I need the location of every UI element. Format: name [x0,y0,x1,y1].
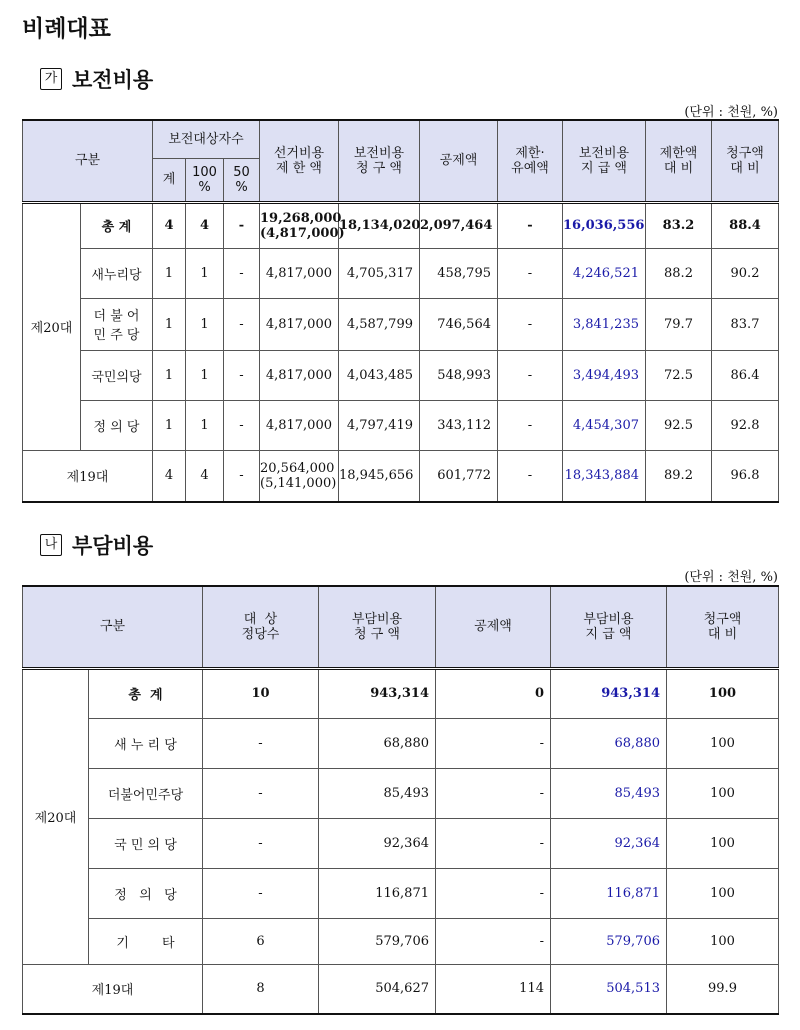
limit-amount: 4,817,000 [260,400,339,450]
target-50pct: - [224,450,260,502]
party-name: 정 의 당 [89,868,203,918]
header-limit-ratio: 제한액 대 비 [646,120,712,202]
limit-amount: 20,564,000 (5,141,000) [260,450,339,502]
claim-amount: 116,871 [319,868,436,918]
claim-ratio: 96.8 [712,450,779,502]
section-heading-burden [40,530,153,560]
claim-ratio: 99.9 [667,964,779,1014]
party-count: - [203,768,319,818]
party-name: 기 타 [89,918,203,964]
reserve-amount: - [498,450,563,502]
header-target-count: 보전대상자수 [153,120,260,158]
table-row [23,818,779,868]
header-paid: 부담비용 지 급 액 [551,586,667,668]
paid-amount: 16,036,556 [563,202,646,248]
paid-amount: 3,841,235 [563,298,646,350]
header-deduction: 공제액 [436,586,551,668]
header-ratio: 청구액 대 비 [667,586,779,668]
reserve-amount: - [498,298,563,350]
deduction-amount: - [436,868,551,918]
reimbursement-table [22,119,779,503]
paid-amount: 4,454,307 [563,400,646,450]
section-marker-na: 나 [40,534,62,556]
paid-amount: 92,364 [551,818,667,868]
party-name: 더불어민주당 [89,768,203,818]
deduction-amount: - [436,718,551,768]
table-row [23,964,779,1014]
header-group: 구분 [23,120,153,202]
header-claim-ratio: 청구액 대 비 [712,120,779,202]
party-count: - [203,818,319,868]
deduction-amount: - [436,818,551,868]
claim-ratio: 100 [667,868,779,918]
claim-ratio: 100 [667,668,779,718]
target-total: 1 [153,298,186,350]
claim-amount: 92,364 [319,818,436,868]
page-title: 비례대표 [22,16,111,42]
unit-note: (단위 : 천원, %) [684,570,778,585]
header-deduction: 공제액 [420,120,498,202]
party-name: 새 누 리 당 [89,718,203,768]
party-name: 국 민 의 당 [89,818,203,868]
header-reserve: 제한· 유예액 [498,120,563,202]
paid-amount: 85,493 [551,768,667,818]
party-count: - [203,718,319,768]
deduction-amount: 114 [436,964,551,1014]
limit-ratio: 88.2 [646,248,712,298]
paid-amount: 68,880 [551,718,667,768]
party-count: 8 [203,964,319,1014]
header-total: 계 [153,158,186,202]
header-100pct: 100 % [186,158,224,202]
claim-amount: 4,705,317 [339,248,420,298]
limit-amount: 4,817,000 [260,248,339,298]
header-claim: 보전비용 청 구 액 [339,120,420,202]
claim-amount: 18,945,656 [339,450,420,502]
section-heading-reimbursement [40,64,153,94]
party-name: 더 불 어 민 주 당 [81,298,153,350]
header-50pct: 50 % [224,158,260,202]
table-row [23,668,779,718]
table-row [23,450,779,502]
party-count: 6 [203,918,319,964]
claim-ratio: 90.2 [712,248,779,298]
paid-amount: 943,314 [551,668,667,718]
section-title: 부담비용 [72,534,154,558]
reserve-amount: - [498,350,563,400]
reserve-amount: - [498,248,563,298]
target-50pct: - [224,298,260,350]
limit-ratio: 79.7 [646,298,712,350]
paid-amount: 3,494,493 [563,350,646,400]
deduction-amount: 2,097,464 [420,202,498,248]
limit-amount: 19,268,000 (4,817,000) [260,202,339,248]
claim-ratio: 100 [667,718,779,768]
burden-table [22,585,779,1015]
header-claim: 부담비용 청 구 액 [319,586,436,668]
claim-ratio: 100 [667,818,779,868]
row-group-label: 제19대 [23,964,203,1014]
table-row [23,400,779,450]
header-parties: 대 상 정당수 [203,586,319,668]
deduction-amount: 343,112 [420,400,498,450]
party-name: 총 계 [89,668,203,718]
table-row [23,350,779,400]
target-100pct: 4 [186,202,224,248]
claim-amount: 18,134,020 [339,202,420,248]
target-100pct: 1 [186,298,224,350]
claim-amount: 579,706 [319,918,436,964]
target-total: 1 [153,248,186,298]
deduction-amount: 601,772 [420,450,498,502]
deduction-amount: 746,564 [420,298,498,350]
limit-ratio: 92.5 [646,400,712,450]
target-total: 1 [153,400,186,450]
header-group: 구분 [23,586,203,668]
table-row [23,768,779,818]
limit-amount: 4,817,000 [260,298,339,350]
table-row [23,202,779,248]
claim-ratio: 86.4 [712,350,779,400]
target-total: 4 [153,450,186,502]
reserve-amount: - [498,202,563,248]
claim-ratio: 92.8 [712,400,779,450]
row-group-label: 제20대 [23,668,89,964]
target-50pct: - [224,248,260,298]
limit-ratio: 83.2 [646,202,712,248]
limit-ratio: 89.2 [646,450,712,502]
claim-ratio: 88.4 [712,202,779,248]
claim-amount: 4,043,485 [339,350,420,400]
target-50pct: - [224,400,260,450]
party-name: 새누리당 [81,248,153,298]
paid-amount: 504,513 [551,964,667,1014]
party-count: 10 [203,668,319,718]
claim-amount: 943,314 [319,668,436,718]
deduction-amount: 458,795 [420,248,498,298]
limit-amount: 4,817,000 [260,350,339,400]
section-marker-ga: 가 [40,68,62,90]
row-group-label: 제20대 [23,202,81,450]
claim-amount: 68,880 [319,718,436,768]
claim-amount: 4,797,419 [339,400,420,450]
party-name: 정 의 당 [81,400,153,450]
target-50pct: - [224,202,260,248]
target-total: 4 [153,202,186,248]
deduction-amount: 548,993 [420,350,498,400]
party-name: 국민의당 [81,350,153,400]
deduction-amount: - [436,768,551,818]
paid-amount: 116,871 [551,868,667,918]
claim-ratio: 83.7 [712,298,779,350]
claim-amount: 85,493 [319,768,436,818]
table-row [23,248,779,298]
reserve-amount: - [498,400,563,450]
party-count: - [203,868,319,918]
table-row [23,918,779,964]
target-100pct: 1 [186,400,224,450]
section-title: 보전비용 [72,68,154,92]
table-row [23,868,779,918]
party-name: 총 계 [81,202,153,248]
claim-ratio: 100 [667,768,779,818]
paid-amount: 18,343,884 [563,450,646,502]
claim-amount: 4,587,799 [339,298,420,350]
header-limit: 선거비용 제 한 액 [260,120,339,202]
table-row [23,298,779,350]
deduction-amount: - [436,918,551,964]
target-50pct: - [224,350,260,400]
target-100pct: 4 [186,450,224,502]
target-100pct: 1 [186,248,224,298]
target-total: 1 [153,350,186,400]
limit-ratio: 72.5 [646,350,712,400]
claim-ratio: 100 [667,918,779,964]
paid-amount: 579,706 [551,918,667,964]
target-100pct: 1 [186,350,224,400]
header-paid: 보전비용 지 급 액 [563,120,646,202]
deduction-amount: 0 [436,668,551,718]
table-row [23,718,779,768]
row-group-label: 제19대 [23,450,153,502]
unit-note: (단위 : 천원, %) [684,105,778,120]
claim-amount: 504,627 [319,964,436,1014]
paid-amount: 4,246,521 [563,248,646,298]
